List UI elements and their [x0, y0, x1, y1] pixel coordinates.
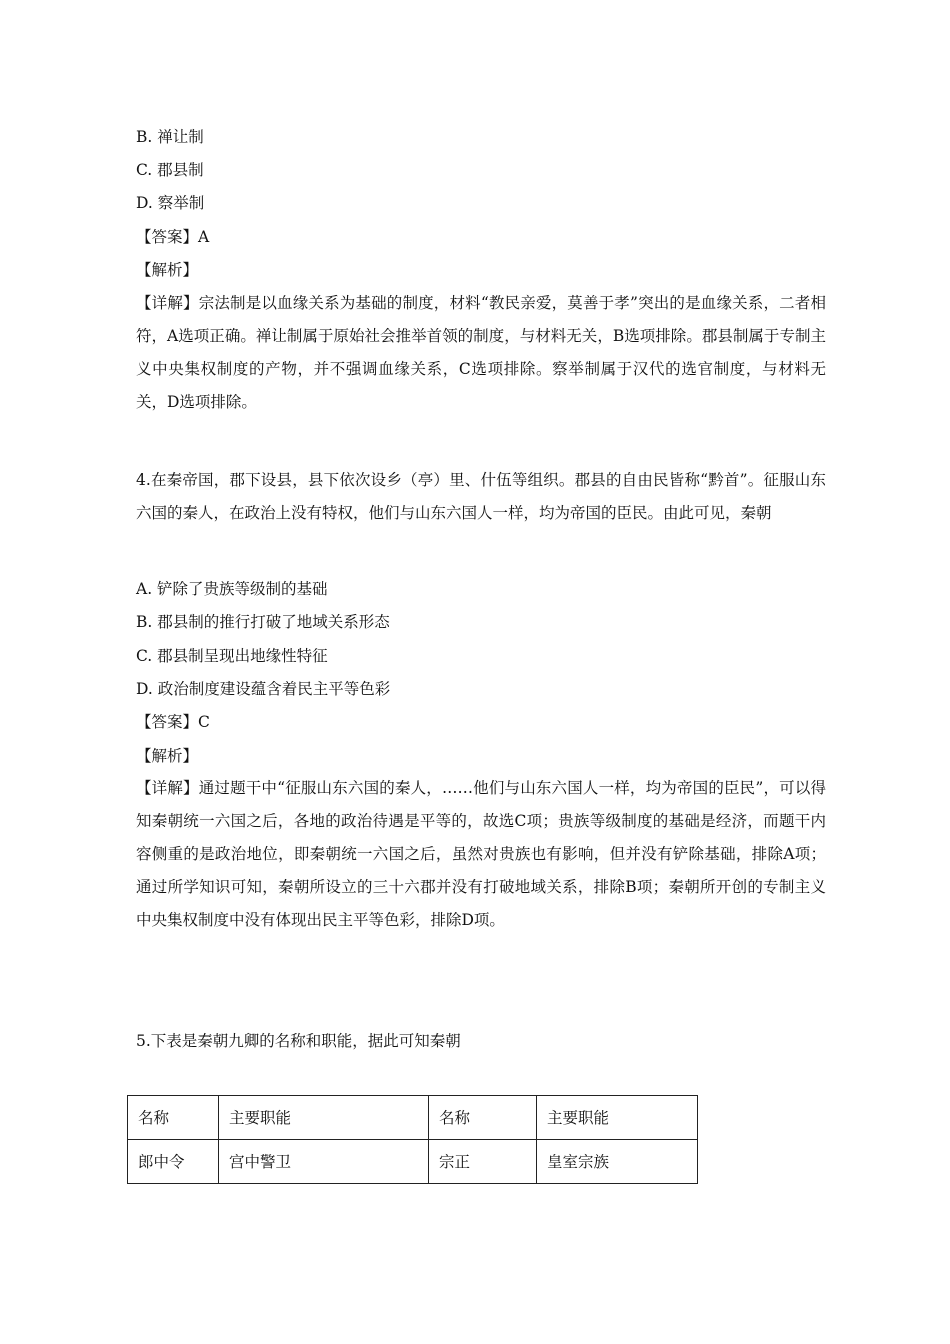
table-header-cell: 主要职能	[219, 1096, 429, 1140]
q3-answer: 【答案】A	[136, 228, 210, 246]
q5-stem: 5.下表是秦朝九卿的名称和职能，据此可知秦朝	[136, 1032, 461, 1050]
q4-analysis-label: 【解析】	[136, 747, 199, 765]
table-cell: 郎中令	[128, 1140, 219, 1184]
q3-detail: 【详解】宗法制是以血缘关系为基础的制度，材料“教民亲爱，莫善于孝”突出的是血缘关系，二者相符，A选项正确。禅让制属于原始社会推举首领的制度，与材料无关，B选项排除。郡县制属于专制主义中央集权制度的产物，并不强调血缘关系，C选项排除。察举制属于汉代的选官制度，与材料无关，D选项排除。	[136, 294, 826, 411]
q4-option-c: C. 郡县制呈现出地缘性特征	[136, 647, 328, 665]
table-header-cell: 名称	[128, 1096, 219, 1140]
table-cell: 皇室宗族	[537, 1140, 698, 1184]
table-header-cell: 主要职能	[537, 1096, 698, 1140]
q4-stem: 4.在秦帝国，郡下设县，县下依次设乡（亭）里、什伍等组织。郡县的自由民皆称“黔首”。征服山东六国的秦人，在政治上没有特权，他们与山东六国人一样，均为帝国的臣民。由此可见，秦朝	[136, 471, 826, 522]
table-cell: 宫中警卫	[219, 1140, 429, 1184]
table-header-cell: 名称	[429, 1096, 537, 1140]
q4-option-a: A. 铲除了贵族等级制的基础	[136, 580, 328, 598]
nine-ministers-table	[127, 1095, 698, 1184]
q4-detail: 【详解】通过题干中“征服山东六国的秦人，……他们与山东六国人一样，均为帝国的臣民”，可以得知秦朝统一六国之后，各地的政治待遇是平等的，故选C项；贵族等级制度的基础是经济，而题干内容侧重的是政治地位，即秦朝统一六国之后，虽然对贵族也有影响，但并没有铲除基础，排除A项；通过所学知识可知，秦朝所设立的三十六郡并没有打破地域关系，排除B项；秦朝所开创的专制主义中央集权制度中没有体现出民主平等色彩，排除D项。	[136, 779, 826, 929]
q4-option-d: D. 政治制度建设蕴含着民主平等色彩	[136, 680, 391, 698]
table-row	[128, 1140, 698, 1184]
q3-option-b: B. 禅让制	[136, 128, 204, 146]
q3-option-d: D. 察举制	[136, 194, 205, 212]
q3-analysis-label: 【解析】	[136, 261, 199, 279]
q4-answer: 【答案】C	[136, 713, 210, 731]
q4-option-b: B. 郡县制的推行打破了地域关系形态	[136, 613, 390, 631]
table-cell: 宗正	[429, 1140, 537, 1184]
q3-option-c: C. 郡县制	[136, 161, 204, 179]
table-header-row	[128, 1096, 698, 1140]
